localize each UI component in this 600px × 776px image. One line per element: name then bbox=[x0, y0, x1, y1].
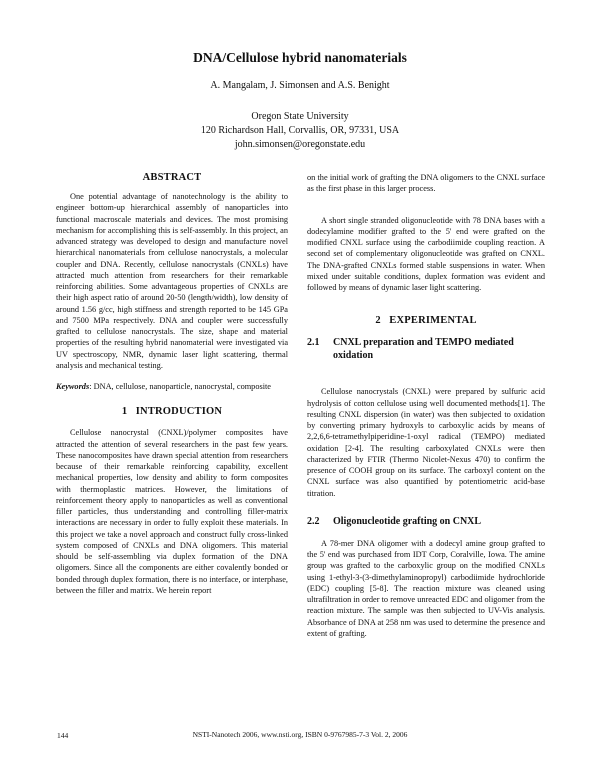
author-list: A. Mangalam, J. Simonsen and A.S. Benight bbox=[210, 80, 390, 91]
right-column bbox=[307, 172, 545, 639]
subsection-2-1-number: 2.1 bbox=[307, 337, 320, 349]
affiliation-university: Oregon State University bbox=[251, 111, 349, 122]
abstract-text: One potential advantage of nanotechnology is the ability to engineer bottom-up hierarchical assembly of nanoparticles into functional macroscale materials and devices. The most promising mechanism for accomplishing this is self-assembly. In this project, an advanced strategy was developed to design and manufacture novel hierarchical nanomaterials from cellulose nanocrystals, a molecular coupler and DNA. Recently, cellulose nanocrystals (CNXLs) have attracted much attention from researchers for their remarkable reinforcing abilities. Some advantageous properties of CNXLs are their high aspect ratio of around 20-50 (length/width), low density of around 1.56 g/cc, high stiffness and strength reported to be 145 GPa and 7500 MPa respectively. DNA and coupler were successfully grafted to cellulose nanocrystals. The size, shape and material properties of the resulting hybrid nanomaterial were investigated via UV spectroscopy, NMR, dynamic laser light scattering, thermal analysis and mechanical testing. bbox=[56, 192, 288, 370]
section-2-number: 2 bbox=[375, 315, 381, 327]
introduction-paragraph-1: Cellulose nanocrystal (CNXL)/polymer composites have attracted the attention of several researchers in the past few years. These nanocomposites have drawn special attention from researchers because of their remarkable reinforcing capability, excellent mechanical properties, low density and ability to form composites with thermoplastic matrices. However, the limitations of reinforcement theory apply to nanoparticles as well as conventional filler particles, thus understanding and controlling filler-matrix interactions are necessary in order to fully exploit these materials. In this project we take a novel approach and construct fully cross-linked system composed of CNXLs and DNA oligomers. This material should be self-assembling via duplex formation of the DNA oligomers. Since all the components are either covalently bonded or bonded through duplex formation, there is no interface, or interphase, between the filler and matrix. We herein report bbox=[56, 428, 288, 595]
subsection-2-1-heading bbox=[307, 336, 545, 362]
subsection-2-2-text: A 78-mer DNA oligomer with a dodecyl amine group grafted to the 5' end was purchased from IDT Corp, Coralville, Iowa. The amine group was grafted to the carboxylic group on the modified CNXLs using 1-ethyl-3-(3-dimethylaminopropyl) carbodiimide hydrochloride (EDC) coupling [5-8]. The reaction mixture was cleaned using ultrafiltration in order to remove unreacted EDC and oligomer from the reaction mixture. The sample was then subjected to UV-Vis analysis. Absorbance of DNA at 258 nm was used to determine the presence and extent of grafting. bbox=[307, 538, 545, 638]
introduction-paragraph-1-continued: on the initial work of grafting the DNA oligomers to the CNXL surface as the first phase in this larger process. bbox=[307, 173, 545, 194]
page-number: 144 bbox=[57, 731, 69, 740]
keywords-label: Keywords bbox=[56, 382, 90, 391]
section-2-heading bbox=[307, 315, 545, 326]
section-1-number: 1 bbox=[121, 406, 128, 418]
page-footer: NSTI-Nanotech 2006, www.nsti.org, ISBN 0-9767985-7-3 Vol. 2, 2006 bbox=[192, 730, 408, 739]
paper-title: DNA/Cellulose hybrid nanomaterials bbox=[193, 50, 407, 65]
subsection-2-2-heading bbox=[307, 515, 545, 528]
affiliation-block bbox=[0, 110, 600, 152]
subsection-2-1-title: CNXL preparation and TEMPO mediated oxidation bbox=[333, 337, 514, 362]
keywords-line bbox=[56, 381, 288, 392]
subsection-2-2-title: Oligonucleotide grafting on CNXL bbox=[333, 515, 482, 527]
subsection-2-2-number: 2.2 bbox=[307, 515, 320, 527]
keywords-text: : DNA, cellulose, nanoparticle, nanocrystal, composite bbox=[89, 382, 271, 391]
affiliation-address: 120 Richardson Hall, Corvallis, OR, 97331, USA bbox=[200, 125, 400, 136]
left-column bbox=[56, 172, 288, 596]
abstract-heading: ABSTRACT bbox=[142, 172, 202, 183]
section-1-heading bbox=[56, 406, 288, 417]
section-1-title: INTRODUCTION bbox=[135, 406, 223, 418]
introduction-paragraph-2: A short single stranded oligonucleotide with 78 DNA bases with a dodecylamine modifier grafted to the 5' end were grafted on the modified CNXL surface using the carbodiimide coupling reaction. A second set of complementary oligonucleotide was grafted on CNXL. The DNA-grafted CNXLs formed stable suspensions in water. When mixed under suitable conditions, duplex formation was evident and followed by means of dynamic laser light scattering. bbox=[307, 215, 545, 292]
affiliation-email: john.simonsen@oregonstate.edu bbox=[234, 139, 366, 150]
subsection-2-1-text: Cellulose nanocrystals (CNXL) were prepared by sulfuric acid hydrolysis of cotton cellulose using well documented methods[1]. The resulting CNXL dispersion (in water) was then subjected to oxidation by converting primary hydroxyls to carboxylic acids by means of 2,2,6,6-tetramethylpiperidine-1-oxyl radical (TEMPO) mediated oxidation [2-4]. The resulting carboxylated CNXLs were then characterized by FTIR (Thermo Nicolet-Nexus 470) to confirm the presence of COOH group on its surface. The carboxyl content on the CNXL surface was also quantified by potentiometric acid-base titration. bbox=[307, 387, 545, 498]
section-2-title: EXPERIMENTAL bbox=[389, 315, 477, 327]
